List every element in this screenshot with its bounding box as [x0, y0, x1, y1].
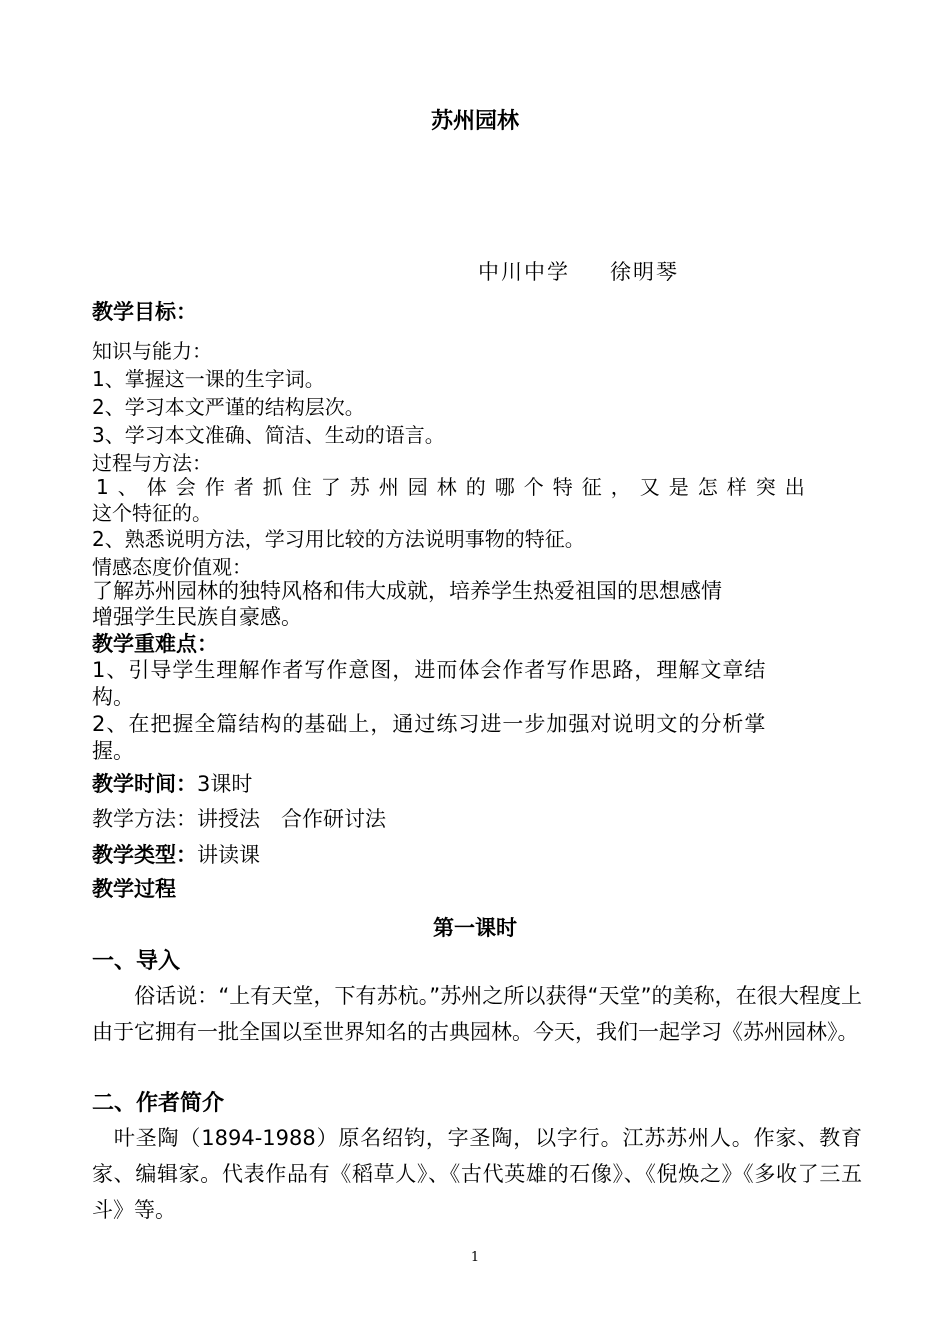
teaching-time-label: 教学时间：: [92, 772, 197, 796]
teaching-type: [92, 840, 862, 870]
intro-paragraph: 俗话说：“上有天堂，下有苏杭。”苏州之所以获得“天堂”的美称，在很大程度上由于它拥有一批全国以至世界知名的古典园林。今天，我们一起学习《苏州园林》。: [92, 984, 862, 1044]
difficulty-item-1-line-2: 构。: [92, 685, 134, 709]
author-name: 徐明琴: [610, 260, 679, 284]
author-paragraph: 叶圣陶（1894-1988）原名绍钧，字圣陶，以字行。江苏苏州人。作家、教育家、编辑家。代表作品有《稻草人》、《古代英雄的石像》、《倪焕之》《多收了三五斗》等。: [92, 1126, 862, 1222]
teaching-method-value: 讲授法 合作研讨法: [197, 807, 386, 831]
emotion-label: 情感态度价值观：: [92, 555, 252, 579]
teaching-type-label: 教学类型：: [92, 843, 197, 867]
teaching-method-label: 教学方法：: [92, 807, 197, 831]
knowledge-item: 2、学习本文严谨的结构层次。: [92, 395, 365, 419]
teaching-method: [92, 804, 862, 834]
byline: [478, 256, 679, 286]
lesson-heading: 第一课时: [433, 916, 517, 940]
emotion-line-2: 增强学生民族自豪感。: [92, 605, 302, 629]
document-title: 苏州园林: [430, 109, 519, 134]
teaching-time: [92, 769, 862, 799]
difficulty-item-1-line-1: 1、引导学生理解作者写作意图，进而体会作者写作思路，理解文章结: [92, 658, 767, 682]
difficulty-item-2-line-1: 2、在把握全篇结构的基础上，通过练习进一步加强对说明文的分析掌: [92, 712, 767, 736]
process-item-2: 2、熟悉说明方法，学习用比较的方法说明事物的特征。: [92, 527, 585, 551]
difficulty-heading: 教学重难点：: [92, 632, 218, 656]
school-name: 中川中学: [478, 260, 570, 284]
difficulty-item-2-line-2: 握。: [92, 739, 134, 763]
process-item-1-line-1: 1、体会作者抓住了苏州园林的哪个特征，又是怎样突出: [96, 475, 814, 499]
author-heading: 二、作者简介: [92, 1091, 225, 1116]
process-label: 过程与方法：: [92, 451, 212, 475]
objectives-heading: 教学目标：: [92, 300, 197, 324]
teaching-time-value: 3课时: [197, 772, 253, 796]
intro-heading: 一、导入: [92, 949, 181, 974]
page-number: 1: [470, 1250, 480, 1265]
emotion-line-1: 了解苏州园林的独特风格和伟大成就，培养学生热爱祖国的思想感情: [92, 579, 722, 603]
knowledge-item: 3、学习本文准确、简洁、生动的语言。: [92, 423, 445, 447]
knowledge-item: 1、掌握这一课的生字词。: [92, 367, 325, 391]
knowledge-label: 知识与能力：: [92, 339, 212, 363]
process-heading: 教学过程: [92, 877, 176, 901]
teaching-type-value: 讲读课: [197, 843, 260, 867]
process-item-1-line-2: 这个特征的。: [92, 501, 212, 525]
